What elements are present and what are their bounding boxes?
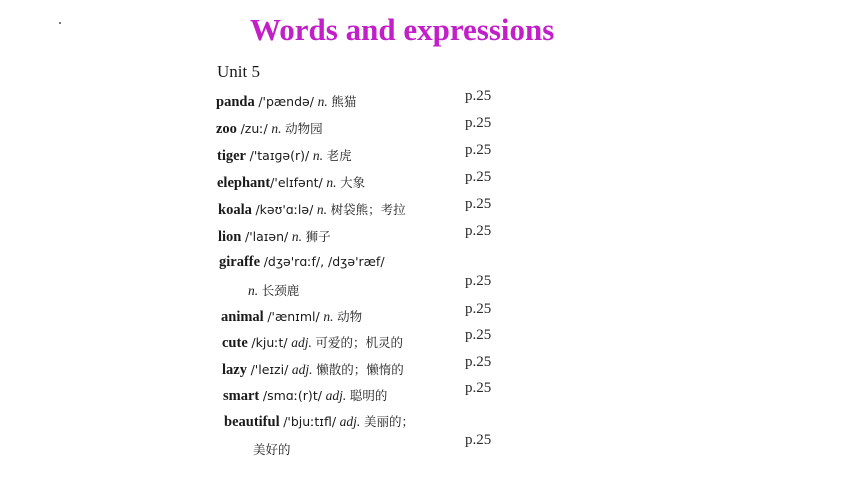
vocab-phonetic: /'laɪən/ (245, 229, 289, 244)
vocab-meaning: 大象 (340, 175, 366, 190)
vocab-word: giraffe (219, 254, 261, 270)
vocab-meaning: 动物园 (285, 121, 323, 136)
vocab-pos: n. (291, 229, 302, 244)
vocab-pos: n. (323, 309, 334, 324)
page-ref: p.25 (465, 301, 492, 317)
page-ref: p.25 (465, 115, 492, 131)
vocab-phonetic: /kəʊ'ɑːlə/ (255, 202, 314, 217)
vocab-pos: adj. (325, 388, 347, 403)
vocab-word: lion (218, 229, 242, 245)
vocab-entry-beautiful-cont (253, 440, 291, 459)
vocab-word: koala (218, 202, 252, 218)
vocab-meaning: 老虎 (326, 148, 352, 163)
vocab-word: beautiful (224, 414, 280, 430)
page-ref: p.25 (465, 88, 492, 104)
vocab-meaning: 熊猫 (331, 94, 357, 109)
vocab-pos: n. (248, 283, 259, 298)
vocab-entry-giraffe (219, 254, 385, 271)
vocabulary-list (205, 55, 505, 465)
vocab-phonetic: /'pændə/ (258, 94, 314, 109)
vocab-word: animal (221, 309, 264, 325)
vocab-entry-koala (218, 200, 406, 219)
vocab-entry-giraffe-cont (248, 281, 299, 300)
vocab-phonetic: /smɑː(r)t/ (262, 388, 322, 403)
page-ref: p.25 (465, 380, 492, 396)
vocab-phonetic: /dʒə'rɑːf/, /dʒə'ræf/ (263, 254, 385, 269)
unit-heading: Unit 5 (217, 62, 260, 81)
page-ref: p.25 (465, 142, 492, 158)
vocab-entry-panda (216, 92, 356, 111)
vocab-entry-beautiful (224, 412, 414, 431)
vocab-word: tiger (217, 148, 246, 164)
page-ref: p.25 (465, 169, 492, 185)
vocab-entry-animal (221, 307, 362, 326)
vocab-word: lazy (222, 362, 247, 378)
vocab-pos: n. (317, 94, 328, 109)
vocab-meaning: 美丽的； (363, 414, 414, 429)
vocab-word: panda (216, 94, 255, 110)
page-ref: p.25 (465, 273, 492, 289)
vocab-pos: adj. (291, 335, 312, 350)
vocab-meaning-continued: 美好的 (253, 442, 291, 457)
page-ref: p.25 (465, 196, 492, 212)
vocab-meaning: 长颈鹿 (261, 283, 300, 298)
page-title: Words and expressions (250, 12, 555, 47)
vocab-meaning: 动物 (337, 309, 363, 324)
vocab-pos: n. (316, 202, 328, 217)
vocab-entry-elephant (217, 173, 365, 192)
vocab-phonetic: /'elɪfənt/ (270, 175, 323, 190)
page-ref: p.25 (465, 327, 492, 343)
vocab-meaning: 懒散的；懒惰的 (316, 362, 404, 377)
vocab-phonetic: /'leɪzi/ (250, 362, 289, 377)
vocab-entry-cute (222, 333, 403, 352)
vocab-word: zoo (216, 121, 237, 137)
vocab-meaning: 狮子 (305, 229, 331, 244)
page-ref: p.25 (465, 432, 492, 448)
vocab-word: elephant (217, 175, 271, 191)
vocab-phonetic: /'ænɪml/ (267, 309, 320, 324)
vocab-meaning: 树袋熊；考拉 (330, 202, 406, 217)
vocab-entry-zoo (216, 119, 323, 138)
vocab-word: cute (222, 335, 248, 351)
vocab-pos: adj. (339, 414, 361, 429)
vocab-pos: adj. (291, 362, 313, 377)
vocab-entry-lion (218, 227, 331, 246)
page-ref: p.25 (465, 354, 492, 370)
vocab-entry-lazy (222, 360, 404, 379)
vocab-pos: n. (312, 148, 323, 163)
vocab-meaning: 聪明的 (349, 388, 388, 403)
vocab-pos: n. (271, 121, 282, 136)
vocab-phonetic: /kjuːt/ (251, 335, 288, 350)
vocab-word: smart (223, 388, 260, 404)
vocab-entry-tiger (217, 146, 352, 165)
vocab-meaning: 可爱的；机灵的 (315, 335, 403, 350)
vocab-phonetic: /zuː/ (240, 121, 268, 136)
page-ref: p.25 (465, 223, 492, 239)
vocab-pos: n. (326, 175, 337, 190)
vocab-phonetic: /'taɪɡə(r)/ (249, 148, 310, 163)
vocab-phonetic: /'bjuːtɪfl/ (283, 414, 337, 429)
decorative-dot (59, 22, 61, 24)
vocab-entry-smart (223, 386, 387, 405)
